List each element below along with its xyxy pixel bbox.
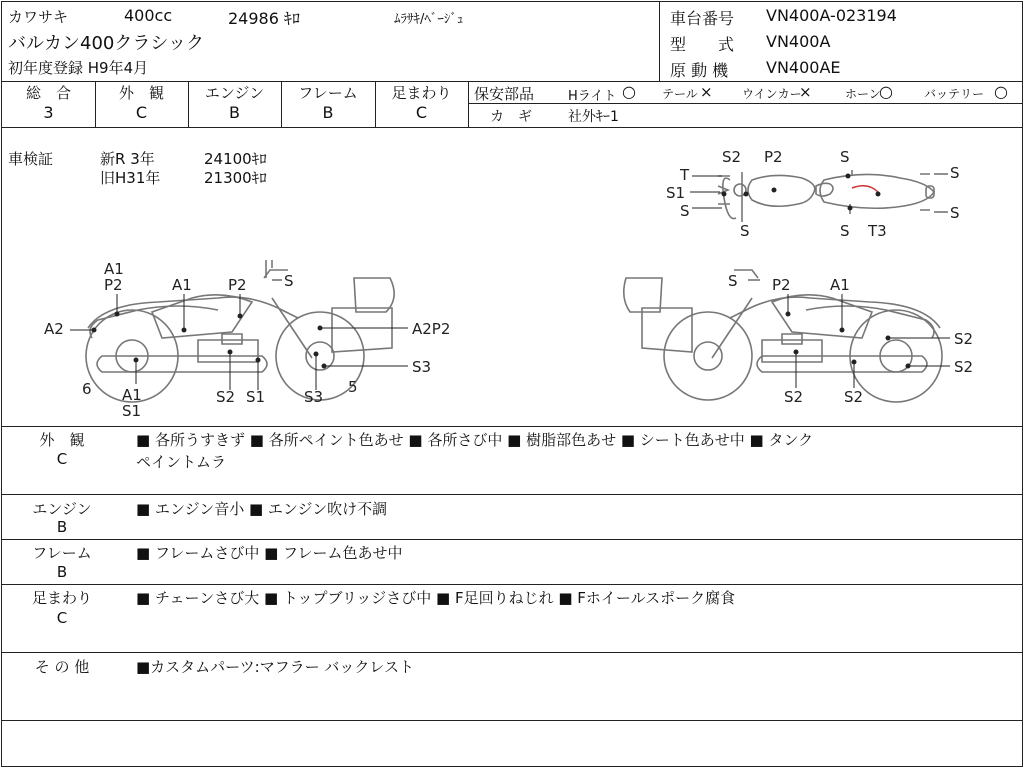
winker-label: ウインカー (742, 87, 802, 101)
exterior-label: 外 観 (118, 84, 164, 102)
model-name: バルカン400クラシック (8, 33, 204, 54)
comment-text: ■ フレームさび中 ■ フレーム色あせ中 (136, 544, 403, 562)
comment-category: そ の 他 (34, 658, 90, 676)
type-value: VN400A (766, 32, 831, 51)
comment-text: ■カスタムパーツ:マフラー バックレスト (136, 658, 414, 676)
horn-label: ホーン (845, 87, 881, 101)
diagram-label-left: A1 (122, 386, 142, 404)
type-label: 型 式 (670, 35, 735, 54)
horn-mark: ○ (879, 82, 893, 101)
diagram-label-top: S (950, 204, 960, 222)
comment-text: ■ エンジン音小 ■ エンジン吹け不調 (136, 500, 388, 518)
diagram-label-left: S2 (216, 388, 236, 406)
winker-mark: × (799, 83, 812, 101)
comment-category: 足まわり (31, 589, 92, 607)
comment-text-cont: ペイントムラ (136, 453, 227, 471)
diagram-label-left: A1 (104, 260, 124, 278)
inspection-label: 車検証 (8, 150, 54, 168)
key-label: カ ギ (490, 109, 532, 125)
diagram-label-left: P2 (228, 276, 247, 294)
diagram-label-top: S1 (666, 184, 686, 202)
left-side-markers (70, 280, 408, 390)
engine-label: 原 動 機 (670, 61, 729, 80)
battery-label: バッテリー (924, 87, 985, 101)
diagram-label-left: A2 (44, 320, 64, 338)
frame-no-label: 車台番号 (670, 9, 735, 28)
engine-grade: B (229, 103, 240, 122)
damage-diagram (2, 128, 1022, 426)
diagram-label-left: A1 (172, 276, 192, 294)
diagram-label-top: S (740, 222, 750, 240)
top-view-bike (718, 170, 934, 222)
diagram-label-right: A1 (830, 276, 850, 294)
total-grade: 3 (43, 103, 54, 122)
diagram-label-left: P2 (104, 276, 123, 294)
diagram-label-top: S (680, 202, 690, 220)
suspension-grade-label: 足まわり (391, 84, 452, 102)
inspection-new-label: 新R 3年 (100, 150, 155, 168)
comment-grade: C (56, 609, 68, 627)
engine-grade-label: エンジン (204, 84, 265, 102)
comment-category: エンジン (32, 500, 92, 518)
diagram-label-left: S1 (122, 402, 142, 420)
diagram-label-top: S2 (722, 148, 742, 166)
comment-text: ■ 各所うすきず ■ 各所ペイント色あせ ■ 各所さび中 ■ 樹脂部色あせ ■ シート色あせ中 ■ タンク (136, 431, 814, 449)
diagram-label-right: P2 (772, 276, 791, 294)
diagram-label-right: S2 (954, 358, 974, 376)
tail-label: テール (662, 87, 698, 101)
comment-grade: B (56, 518, 68, 536)
diagram-label-right: S2 (844, 388, 864, 406)
diagram-label-left: S3 (412, 358, 432, 376)
total-label: 総 合 (25, 84, 71, 102)
suspension-grade: C (415, 103, 428, 122)
diagram-label-top: T (680, 166, 690, 184)
frame-grade-label: フレーム (298, 84, 358, 102)
displacement: 400cc (124, 6, 173, 25)
battery-mark: ○ (994, 82, 1008, 101)
first-registration: 初年度登録 H9年4月 (8, 59, 149, 77)
frame-grade: B (322, 103, 334, 122)
inspection-old-label: 旧H31年 (100, 169, 161, 187)
frame-no: VN400A-023194 (766, 6, 897, 25)
exterior-grade: C (135, 103, 148, 122)
diagram-label-right: S2 (954, 330, 974, 348)
diagram-label-left: S3 (304, 388, 324, 406)
diagram-label-right: S (728, 272, 738, 290)
diagram-label-left: 5 (348, 378, 358, 396)
diagram-label-left: A2P2 (412, 320, 451, 338)
diagram-label-top: P2 (764, 148, 783, 166)
diagram-label-top: S (840, 222, 850, 240)
color: ﾑﾗｻｷ/ﾍﾞｰｼﾞｭ (394, 12, 464, 27)
maker: カワサキ (8, 8, 69, 26)
diagram-label-left: S1 (246, 388, 266, 406)
comment-category: 外 観 (39, 431, 85, 449)
safety-label: 保安部品 (474, 85, 535, 103)
headlight-mark: ○ (622, 82, 636, 101)
diagram-label-left: S (284, 272, 294, 290)
mileage: 24986 ｷﾛ (228, 9, 300, 28)
inspection-new-km: 24100ｷﾛ (204, 150, 267, 168)
inspection-old-km: 21300ｷﾛ (204, 169, 267, 187)
comment-text: ■ チェーンさび大 ■ トップブリッジさび中 ■ F足回りねじれ ■ Fホイールスポーク腐食 (136, 589, 736, 607)
comment-grade: B (56, 563, 68, 581)
comment-grade: C (56, 450, 68, 468)
diagram-label-top: S (950, 164, 960, 182)
tail-mark: × (700, 83, 713, 101)
headlight-label: Hライト (568, 89, 617, 104)
inspection-sheet (1, 1, 1023, 767)
comment-category: フレーム (32, 544, 92, 562)
diagram-label-top: T3 (868, 222, 887, 240)
diagram-label-top: S (840, 148, 850, 166)
engine-value: VN400AE (766, 58, 841, 77)
diagram-label-left: 6 (82, 380, 92, 398)
key-value: 社外ｷｰ1 (568, 109, 619, 125)
diagram-label-right: S2 (784, 388, 804, 406)
